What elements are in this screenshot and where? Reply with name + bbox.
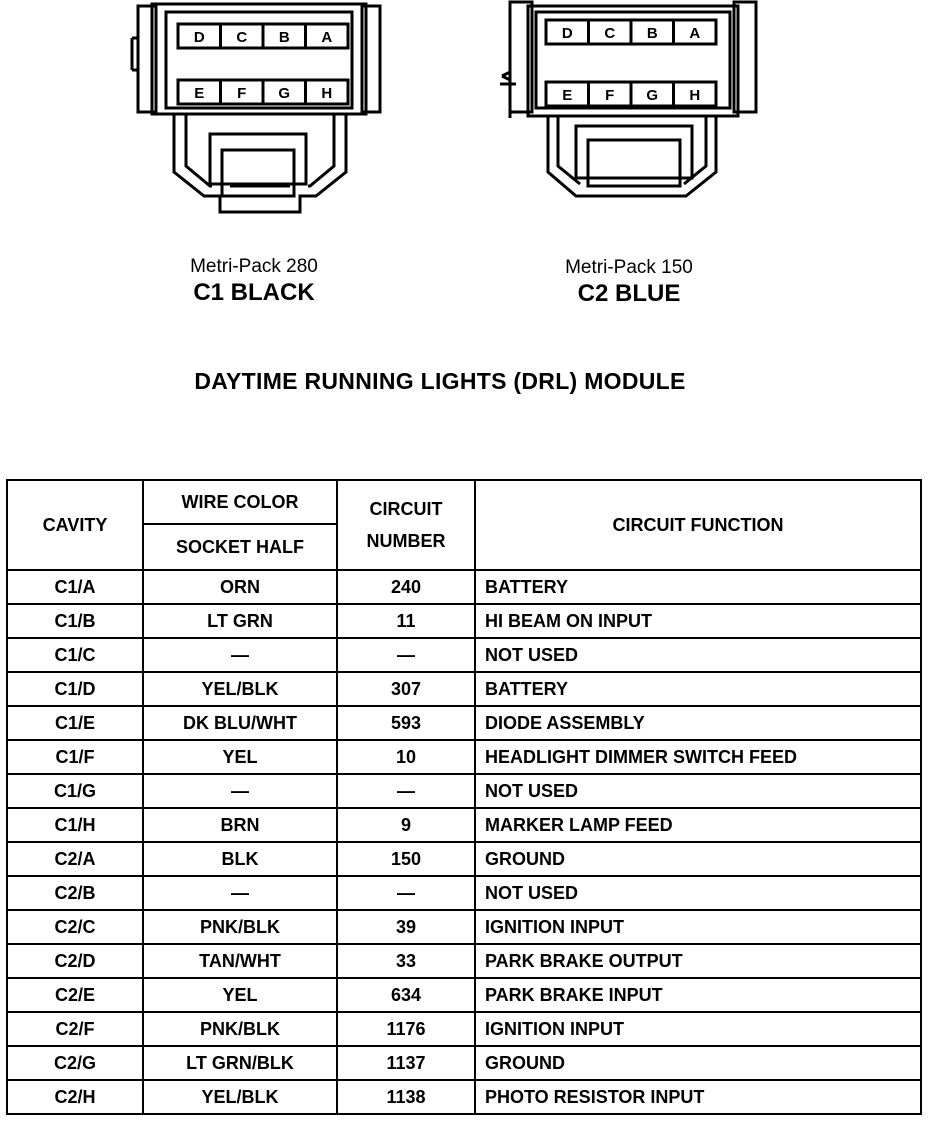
wire-color-cell: BRN: [143, 808, 337, 842]
pin-label: B: [278, 29, 290, 46]
table-row: [7, 672, 921, 706]
circuit-number-cell: 1137: [337, 1046, 475, 1080]
pin-label: F: [237, 85, 247, 102]
cavity-cell: C2/F: [7, 1012, 143, 1046]
circuit-number-cell: 39: [337, 910, 475, 944]
circuit-function-cell: GROUND: [475, 842, 921, 876]
wire-color-cell: —: [143, 638, 337, 672]
circuit-function-cell: IGNITION INPUT: [475, 910, 921, 944]
circuit-number-cell: 1176: [337, 1012, 475, 1046]
circuit-function-cell: PHOTO RESISTOR INPUT: [475, 1080, 921, 1114]
wire-color-cell: YEL: [143, 740, 337, 774]
circuit-function-cell: NOT USED: [475, 774, 921, 808]
table-row: [7, 638, 921, 672]
table-row: [7, 910, 921, 944]
pin-label: G: [646, 87, 659, 104]
wire-color-cell: PNK/BLK: [143, 910, 337, 944]
pin-label: D: [561, 25, 573, 42]
cavity-cell: C1/D: [7, 672, 143, 706]
pin-label: G: [278, 85, 291, 102]
table-row: [7, 774, 921, 808]
circuit-function-cell: BATTERY: [475, 672, 921, 706]
circuit-number-cell: 9: [337, 808, 475, 842]
circuit-function-cell: DIODE ASSEMBLY: [475, 706, 921, 740]
wire-color-cell: PNK/BLK: [143, 1012, 337, 1046]
connector-c2-caption: [479, 257, 779, 309]
cavity-cell: C2/H: [7, 1080, 143, 1114]
connector-c1-diagram: [130, 0, 390, 216]
cavity-cell: C2/E: [7, 978, 143, 1012]
cavity-cell: C2/A: [7, 842, 143, 876]
pin-label: H: [689, 87, 701, 104]
diagram-title: DAYTIME RUNNING LIGHTS (DRL) MODULE: [194, 368, 686, 394]
wire-color-cell: TAN/WHT: [143, 944, 337, 978]
circuit-function-cell: HEADLIGHT DIMMER SWITCH FEED: [475, 740, 921, 774]
circuit-function-cell: PARK BRAKE INPUT: [475, 978, 921, 1012]
cavity-cell: C2/G: [7, 1046, 143, 1080]
header-circuit-function: CIRCUIT FUNCTION: [475, 480, 921, 570]
cavity-cell: C1/A: [7, 570, 143, 604]
cavity-cell: C1/F: [7, 740, 143, 774]
pin-label: C: [604, 25, 616, 42]
table-row: [7, 1046, 921, 1080]
table-row: [7, 740, 921, 774]
wire-color-cell: —: [143, 774, 337, 808]
circuit-function-cell: NOT USED: [475, 876, 921, 910]
header-socket-half: SOCKET HALF: [143, 524, 337, 570]
wire-color-cell: YEL/BLK: [143, 672, 337, 706]
circuit-number-cell: 307: [337, 672, 475, 706]
circuit-number-cell: 634: [337, 978, 475, 1012]
connector-c2-diagram: [496, 0, 772, 208]
header-wire-color: WIRE COLOR: [143, 480, 337, 524]
cavity-cell: C2/B: [7, 876, 143, 910]
circuit-function-cell: HI BEAM ON INPUT: [475, 604, 921, 638]
wire-color-cell: DK BLU/WHT: [143, 706, 337, 740]
pin-label: A: [321, 29, 333, 46]
circuit-function-cell: IGNITION INPUT: [475, 1012, 921, 1046]
cavity-cell: C1/G: [7, 774, 143, 808]
circuit-function-cell: MARKER LAMP FEED: [475, 808, 921, 842]
connector-type: Metri-Pack 280: [190, 256, 318, 277]
table-row: [7, 706, 921, 740]
cavity-cell: C2/D: [7, 944, 143, 978]
wire-color-cell: LT GRN/BLK: [143, 1046, 337, 1080]
circuit-number-cell: 11: [337, 604, 475, 638]
circuit-number-cell: 240: [337, 570, 475, 604]
header-cavity: CAVITY: [7, 480, 143, 570]
pin-label: F: [605, 87, 615, 104]
pin-label: C: [236, 29, 248, 46]
table-row: [7, 978, 921, 1012]
circuit-number-cell: —: [337, 638, 475, 672]
connector-c1-caption: [104, 256, 404, 308]
pin-label: A: [689, 25, 701, 42]
table-row: [7, 876, 921, 910]
wire-color-cell: YEL: [143, 978, 337, 1012]
table-row: [7, 1012, 921, 1046]
pin-label: E: [562, 87, 573, 104]
pinout-rows: [7, 570, 921, 1114]
pin-label: E: [194, 85, 205, 102]
cavity-cell: C1/B: [7, 604, 143, 638]
wire-color-cell: —: [143, 876, 337, 910]
table-row: [7, 1080, 921, 1114]
circuit-number-cell: 1138: [337, 1080, 475, 1114]
table-row: [7, 604, 921, 638]
pin-label: B: [646, 25, 658, 42]
circuit-function-cell: BATTERY: [475, 570, 921, 604]
header-circuit-number: CIRCUIT NUMBER: [337, 480, 475, 570]
circuit-function-cell: PARK BRAKE OUTPUT: [475, 944, 921, 978]
table-row: [7, 808, 921, 842]
circuit-number-cell: 150: [337, 842, 475, 876]
circuit-number-cell: —: [337, 876, 475, 910]
circuit-number-cell: 593: [337, 706, 475, 740]
cavity-cell: C2/C: [7, 910, 143, 944]
cavity-cell: C1/C: [7, 638, 143, 672]
circuit-number-cell: 33: [337, 944, 475, 978]
wire-color-cell: LT GRN: [143, 604, 337, 638]
wire-color-cell: YEL/BLK: [143, 1080, 337, 1114]
pin-label: D: [193, 29, 205, 46]
cavity-cell: C1/H: [7, 808, 143, 842]
wire-color-cell: ORN: [143, 570, 337, 604]
pinout-table: [6, 479, 922, 1115]
table-row: [7, 842, 921, 876]
circuit-number-cell: —: [337, 774, 475, 808]
wire-color-cell: BLK: [143, 842, 337, 876]
table-row: [7, 944, 921, 978]
cavity-cell: C1/E: [7, 706, 143, 740]
connector-type: Metri-Pack 150: [565, 257, 693, 278]
circuit-function-cell: GROUND: [475, 1046, 921, 1080]
circuit-number-cell: 10: [337, 740, 475, 774]
table-row: [7, 570, 921, 604]
connector-name: C1 BLACK: [193, 279, 315, 306]
connector-name: C2 BLUE: [577, 280, 681, 307]
circuit-function-cell: NOT USED: [475, 638, 921, 672]
pin-label: H: [321, 85, 333, 102]
